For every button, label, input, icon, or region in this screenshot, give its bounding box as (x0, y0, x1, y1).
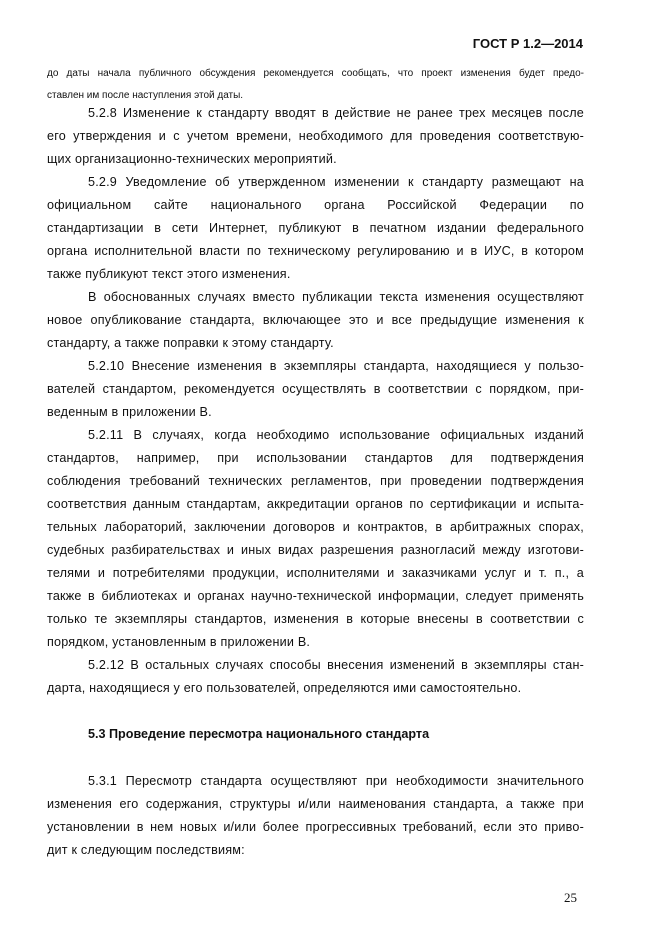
body-text (47, 102, 584, 700)
text-line: стандартизации в сети Интернет, публикуют в печатном издании федерального (47, 221, 584, 235)
text-line: дит к следующим последствиям: (47, 843, 245, 857)
text-line: вателей стандартом, рекомендуется осуществлять в соответствии с порядком, при- (47, 382, 584, 396)
text-line: тельных лабораторий, заключении договоров и контрактов, в арбитражных спорах, (47, 520, 584, 534)
text-line: порядком, установленным в приложении В. (47, 635, 311, 649)
text-line: телями и потребителями продукции, исполнителями и заказчиками услуг и т. п., а (47, 566, 584, 580)
text-line: 5.3.1 Пересмотр стандарта осуществляют при необходимости значительного (88, 774, 584, 788)
text-line: стандартов, например, при использовании стандартов для подтверждения (47, 451, 584, 465)
text-line: дарта, находящиеся у его пользователей, определяются ими самостоятельно. (47, 681, 522, 695)
text-line: В обоснованных случаях вместо публикации текста изменения осуществляют (88, 290, 584, 304)
text-line: 5.2.11 В случаях, когда необходимо использование официальных изданий (88, 428, 584, 442)
text-line: 5.2.9 Уведомление об утвержденном изменении к стандарту размещают на (88, 175, 584, 189)
text-line: соблюдения требований технических регламентов, при проведении подтверждения (47, 474, 584, 488)
text-line: 5.2.12 В остальных случаях способы внесения изменений в экземпляры стан- (88, 658, 584, 672)
text-line: его утверждения и с учетом времени, необходимого для проведения соответствую- (47, 129, 584, 143)
text-line: установлении в нем новых и/или более прогрессивных требований, если это приво- (47, 820, 584, 834)
text-line: также публикуют текст этого изменения. (47, 267, 291, 281)
text-line: до даты начала публичного обсуждения рекомендуется сообщать, что проект изменения будет предо- (47, 68, 584, 79)
text-line: также в библиотеках и органах научно-технической информации, следует применять (47, 589, 584, 603)
document-code-header: ГОСТ Р 1.2—2014 (472, 36, 583, 51)
text-line: органа исполнительной власти по техническому регулированию и в ИУС, в котором (47, 244, 584, 258)
text-line: щих организационно-технических мероприятий. (47, 152, 337, 166)
text-line: веденным в приложении В. (47, 405, 212, 419)
section-paragraph (47, 770, 584, 862)
text-line: 5.2.8 Изменение к стандарту вводят в действие не ранее трех месяцев после (88, 106, 584, 120)
text-line: стандарту, а также поправки к этому стандарту. (47, 336, 334, 350)
text-line: изменения его содержания, структуры и/или наименования стандарта, а также при (47, 797, 584, 811)
top-note (47, 63, 584, 107)
section-heading: 5.3 Проведение пересмотра национального стандарта (88, 727, 430, 741)
text-line: соответствия данным стандартам, аккредитации органов по сертификации и испыта- (47, 497, 584, 511)
text-line: судебных разбирательствах и иных видах разрешения разногласий между изготови- (47, 543, 584, 557)
text-line: 5.2.10 Внесение изменения в экземпляры стандарта, находящиеся у пользо- (88, 359, 584, 373)
text-line: ставлен им после наступления этой даты. (47, 90, 244, 101)
text-line: официальном сайте национального органа Российской Федерации по (47, 198, 584, 212)
text-line: новое опубликование стандарта, включающее это и все предыдущие изменения к (47, 313, 584, 327)
text-line: только те экземпляры стандартов, изменения в которые внесены в соответствии с (47, 612, 584, 626)
page-number: 25 (564, 890, 577, 905)
